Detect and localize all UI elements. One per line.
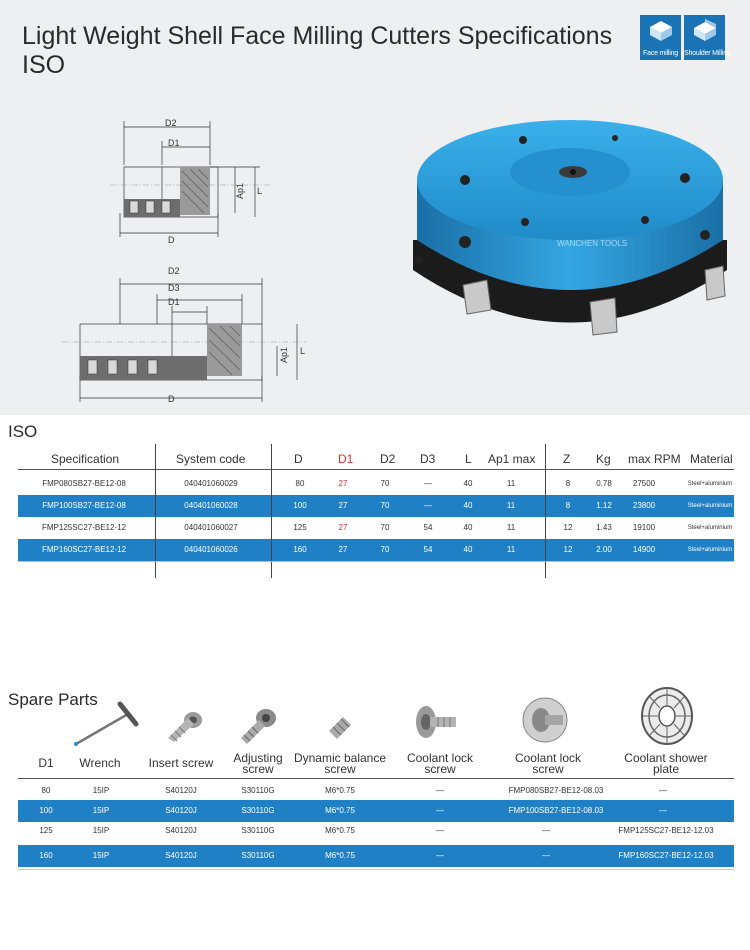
spare-header-coolant-lock-screw-2: Coolant lock screw: [514, 751, 582, 776]
spec-cell-system-code: 040401060029: [184, 479, 238, 488]
dim-d1-bottom: D1: [168, 297, 180, 307]
spec-cell-d2: 70: [380, 479, 390, 488]
spec-cell-material: Steel+aluminium: [687, 481, 733, 487]
face-milling-label: Face milling: [643, 50, 678, 57]
spec-cell-d1: 27: [338, 501, 348, 510]
spec-column-divider: [271, 444, 272, 578]
spec-cell-d1: 27: [338, 479, 348, 488]
spec-cell-d2: 70: [380, 501, 390, 510]
spec-header-d: D: [294, 452, 303, 466]
spec-cell-kg: 1.43: [596, 523, 612, 532]
dim-ap1-top: Ap1: [235, 182, 246, 200]
spare-cell-adjusting-screw: S30110G: [241, 826, 275, 835]
spec-cell-d3: —: [424, 479, 432, 488]
spec-cell-z: 12: [563, 523, 573, 532]
wrench-icon: [70, 700, 140, 750]
spec-cell-rpm: 14900: [632, 545, 656, 554]
spec-cell-kg: 1.12: [596, 501, 612, 510]
spare-header-insert-screw: Insert screw: [148, 756, 214, 770]
spec-cell-material: Steel+aluminium: [687, 525, 733, 531]
spec-cell-specification: FMP125SC27-BE12-12: [41, 523, 127, 532]
page-title-line2: ISO: [22, 51, 66, 79]
spec-cell-rpm: 23800: [632, 501, 656, 510]
spec-cell-d: 100: [293, 501, 307, 510]
spare-cell-coolant-lock-2: —: [542, 851, 550, 860]
dim-d3-bottom: D3: [168, 283, 180, 293]
dim-l-top: L: [257, 186, 263, 196]
spec-cell-z: 8: [565, 501, 571, 510]
spare-cell-dynamic-balance: M6*0.75: [325, 851, 355, 860]
spare-header-adjusting-screw: Adjusting screw: [233, 751, 283, 776]
spec-header-l: L: [465, 452, 472, 466]
spec-cell-system-code: 040401060026: [184, 545, 238, 554]
spare-cell-dynamic-balance: M6*0.75: [325, 826, 355, 835]
spare-header-wrench: Wrench: [79, 756, 121, 770]
spec-cell-l: 40: [463, 479, 473, 488]
dim-d2-bottom: D2: [168, 266, 180, 276]
spare-cell-adjusting-screw: S30110G: [241, 806, 275, 815]
spec-row: [18, 473, 734, 495]
dim-d-bottom: D: [168, 394, 175, 404]
spec-cell-rpm: 27500: [632, 479, 656, 488]
spec-cell-d2: 70: [380, 523, 390, 532]
spec-table-bottom: [18, 561, 734, 562]
spare-cell-adjusting-screw: S30110G: [241, 851, 275, 860]
spare-cell-coolant-lock-2: FMP080SB27-BE12-08.03: [508, 786, 604, 795]
spare-cell-coolant-lock-2: FMP100SB27-BE12-08.03: [508, 806, 604, 815]
dim-ap1-bottom: Ap1: [279, 346, 290, 364]
cutter-product-photo: [405, 100, 735, 370]
spare-cell-shower-plate: FMP160SC27-BE12-12.03: [618, 851, 714, 860]
spec-header-divider: [18, 469, 734, 470]
spare-cell-wrench: 15IP: [92, 826, 110, 835]
spare-cell-d1: 80: [41, 786, 51, 795]
shoulder-milling-label: Shoulder Milling: [684, 50, 731, 57]
spec-cell-ap1: 11: [506, 479, 516, 488]
spec-column-divider: [155, 444, 156, 578]
spec-cell-d3: 54: [423, 545, 433, 554]
spec-header-specification: Specification: [51, 452, 120, 466]
spec-header-max-rpm: max RPM: [628, 452, 681, 466]
spare-header-dynamic-balance-screw: Dynamic balance screw: [293, 751, 387, 776]
spec-cell-material: Steel+aluminium: [687, 547, 733, 553]
spec-cell-specification: FMP100SB27-BE12-08: [42, 501, 126, 510]
spec-cell-z: 12: [563, 545, 573, 554]
spare-row: [18, 800, 734, 822]
coolant-shower-plate-icon: [638, 685, 696, 747]
spec-cell-d: 80: [295, 479, 305, 488]
spare-cell-insert-screw: S40120J: [165, 826, 197, 835]
coolant-lock-screw-icon: [410, 700, 465, 745]
spec-cell-ap1: 11: [506, 501, 516, 510]
spec-cell-ap1: 11: [506, 545, 516, 554]
spec-cell-l: 40: [463, 545, 473, 554]
cutter-drawing-bottom: [62, 276, 307, 406]
spec-cell-specification: FMP080SB27-BE12-08: [42, 479, 126, 488]
shoulder-milling-icon: [692, 19, 718, 43]
spare-cell-wrench: 15IP: [92, 806, 110, 815]
spare-cell-coolant-lock-2: —: [542, 826, 550, 835]
spec-section-label: ISO: [8, 422, 38, 441]
dim-d-top: D: [168, 235, 175, 245]
dim-l-bottom: L: [300, 346, 306, 356]
spare-cell-dynamic-balance: M6*0.75: [325, 806, 355, 815]
spare-cell-d1: 160: [39, 851, 53, 860]
page-title: [22, 22, 612, 80]
spec-header-d3: D3: [420, 452, 436, 466]
spare-table-bottom: [18, 869, 734, 870]
spec-cell-kg: 0.78: [596, 479, 612, 488]
spec-cell-ap1: 11: [506, 523, 516, 532]
spec-cell-system-code: 040401060027: [184, 523, 238, 532]
spec-row: [18, 495, 734, 517]
spec-cell-rpm: 19100: [632, 523, 656, 532]
spec-cell-kg: 2.00: [596, 545, 612, 554]
shoulder-milling-badge: [684, 15, 731, 60]
spare-cell-coolant-lock-1: —: [436, 786, 444, 795]
spec-cell-d: 125: [293, 523, 307, 532]
spec-header-z: Z: [563, 452, 571, 466]
spec-header-ap1max: Ap1 max: [488, 452, 536, 466]
spare-cell-d1: 125: [39, 826, 53, 835]
insert-screw-icon: [160, 708, 205, 744]
face-milling-badge: [640, 15, 681, 60]
spare-cell-coolant-lock-1: —: [436, 826, 444, 835]
spare-cell-wrench: 15IP: [92, 786, 110, 795]
spec-column-divider: [545, 444, 546, 578]
spare-cell-shower-plate: FMP125SC27-BE12-12.03: [618, 826, 714, 835]
spare-cell-coolant-lock-1: —: [436, 806, 444, 815]
spec-header-d1: D1: [338, 452, 354, 466]
spec-cell-specification: FMP160SC27-BE12-12: [41, 545, 127, 554]
spec-header-material: Material: [690, 452, 733, 466]
cutter-drawing-top: [110, 115, 270, 255]
spare-cell-shower-plate: —: [659, 806, 667, 815]
spare-row: [18, 820, 734, 842]
spec-row: [18, 539, 734, 561]
adjusting-screw-icon: [235, 706, 280, 744]
spare-cell-adjusting-screw: S30110G: [241, 786, 275, 795]
spec-cell-l: 40: [463, 501, 473, 510]
spare-header-coolant-lock-screw-1: Coolant lock screw: [406, 751, 474, 776]
photo-brand-text: WANCHEN TOOLS: [557, 239, 628, 248]
spec-cell-d3: —: [424, 501, 432, 510]
spare-cell-dynamic-balance: M6*0.75: [325, 786, 355, 795]
spare-header-d1: D1: [38, 756, 54, 770]
spare-cell-wrench: 15IP: [92, 851, 110, 860]
spare-header-divider: [18, 778, 734, 779]
dim-d1-top: D1: [168, 138, 180, 148]
spec-cell-d1: 27: [338, 523, 348, 532]
spare-cell-coolant-lock-1: —: [436, 851, 444, 860]
page-title-line1: Light Weight Shell Face Milling Cutters Specifications: [22, 22, 613, 50]
hero-area: [0, 0, 750, 415]
spec-cell-d1: 27: [338, 545, 348, 554]
spare-row: [18, 780, 734, 802]
spare-parts-section-label: Spare Parts: [8, 690, 98, 709]
spec-cell-d: 160: [293, 545, 307, 554]
coolant-lock-screw-washer-icon: [515, 690, 575, 745]
spare-header-coolant-shower-plate: Coolant shower plate: [624, 751, 708, 776]
spec-cell-material: Steel+aluminium: [687, 503, 733, 509]
spare-cell-d1: 100: [39, 806, 53, 815]
spare-row: [18, 845, 734, 867]
spare-cell-insert-screw: S40120J: [165, 851, 197, 860]
spare-cell-insert-screw: S40120J: [165, 806, 197, 815]
dynamic-balance-screw-icon: [325, 713, 355, 739]
spec-cell-d3: 54: [423, 523, 433, 532]
spec-header-d2: D2: [380, 452, 396, 466]
spec-row: [18, 517, 734, 539]
spec-cell-l: 40: [463, 523, 473, 532]
spec-cell-d2: 70: [380, 545, 390, 554]
spare-cell-shower-plate: —: [659, 786, 667, 795]
spec-cell-system-code: 040401060028: [184, 501, 238, 510]
spec-header-kg: Kg: [596, 452, 611, 466]
spare-cell-insert-screw: S40120J: [165, 786, 197, 795]
face-milling-icon: [648, 19, 674, 43]
spec-cell-z: 8: [565, 479, 571, 488]
dim-d2-top: D2: [165, 118, 177, 128]
spec-header-system-code: System code: [176, 452, 246, 466]
